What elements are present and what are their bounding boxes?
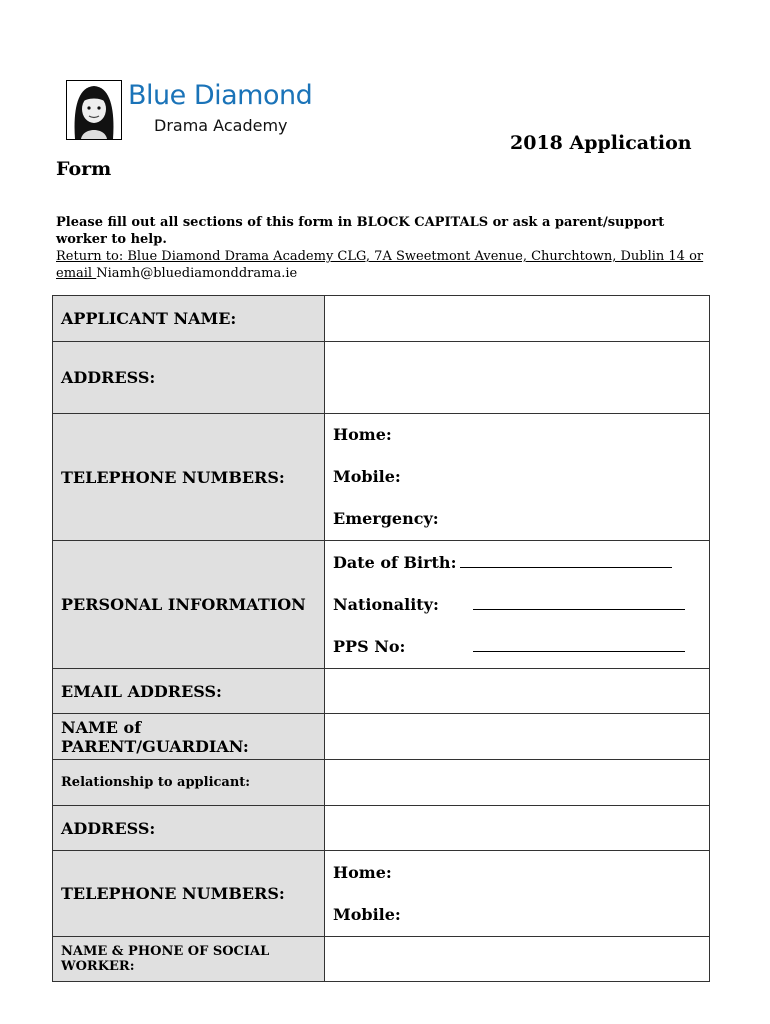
table-row [53,342,710,414]
address-field[interactable] [325,342,710,414]
return-address [56,248,716,282]
dob-label: Date of Birth: [333,552,457,572]
form-title-line2: Form [56,158,112,180]
parent-telephone-field[interactable] [325,851,710,937]
application-table [52,295,710,982]
parent-telephone-label: TELEPHONE NUMBERS: [53,851,325,937]
social-worker-field[interactable] [325,937,710,982]
nationality-row [333,584,701,626]
table-row [53,851,710,937]
table-row [53,806,710,851]
table-row [53,414,710,541]
social-worker-label: NAME & PHONE OF SOCIAL WORKER: [53,937,325,982]
pps-blank[interactable] [473,637,685,652]
personal-info-field[interactable] [325,541,710,669]
nationality-blank[interactable] [473,595,685,610]
logo-subtitle: Drama Academy [154,116,288,135]
nationality-label: Nationality: [333,594,439,614]
instructions: Please fill out all sections of this form in BLOCK CAPITALS or ask a parent/support worker to help. [56,215,665,247]
tel-emergency-label: Emergency: [333,509,439,528]
parent-name-label: NAME of PARENT/GUARDIAN: [53,714,325,760]
pps-row [333,626,701,668]
parent-name-field[interactable] [325,714,710,760]
parent-home-label: Home: [333,862,392,882]
applicant-name-label: APPLICANT NAME: [53,296,325,342]
relationship-field[interactable] [325,760,710,806]
email-label: EMAIL ADDRESS: [53,669,325,714]
table-row [53,714,710,760]
parent-mobile-label: Mobile: [333,904,401,924]
parent-address-field[interactable] [325,806,710,851]
tel-mobile-label: Mobile: [333,467,401,486]
address-label: ADDRESS: [53,342,325,414]
table-row [53,937,710,982]
tel-home-label: Home: [333,425,392,444]
return-text: Return to: Blue Diamond Drama Academy CLG, 7A Sweetmont Avenue, Churchtown, Dublin 14 or email [56,249,704,281]
form-title-line1: 2018 Application [510,132,692,154]
logo [66,80,326,140]
return-email[interactable]: Niamh@bluediamonddrama.ie [96,266,298,281]
dob-blank[interactable] [460,553,672,568]
table-row [53,296,710,342]
logo-photo [66,80,122,140]
pps-label: PPS No: [333,636,406,656]
table-row [53,669,710,714]
dob-row [333,542,701,584]
logo-title: Blue Diamond [128,80,313,111]
personal-info-label: PERSONAL INFORMATION [53,541,325,669]
telephone-label: TELEPHONE NUMBERS: [53,414,325,541]
table-row [53,760,710,806]
parent-address-label: ADDRESS: [53,806,325,851]
table-row [53,541,710,669]
email-field[interactable] [325,669,710,714]
telephone-field[interactable] [325,414,710,541]
relationship-label: Relationship to applicant: [53,760,325,806]
applicant-name-field[interactable] [325,296,710,342]
